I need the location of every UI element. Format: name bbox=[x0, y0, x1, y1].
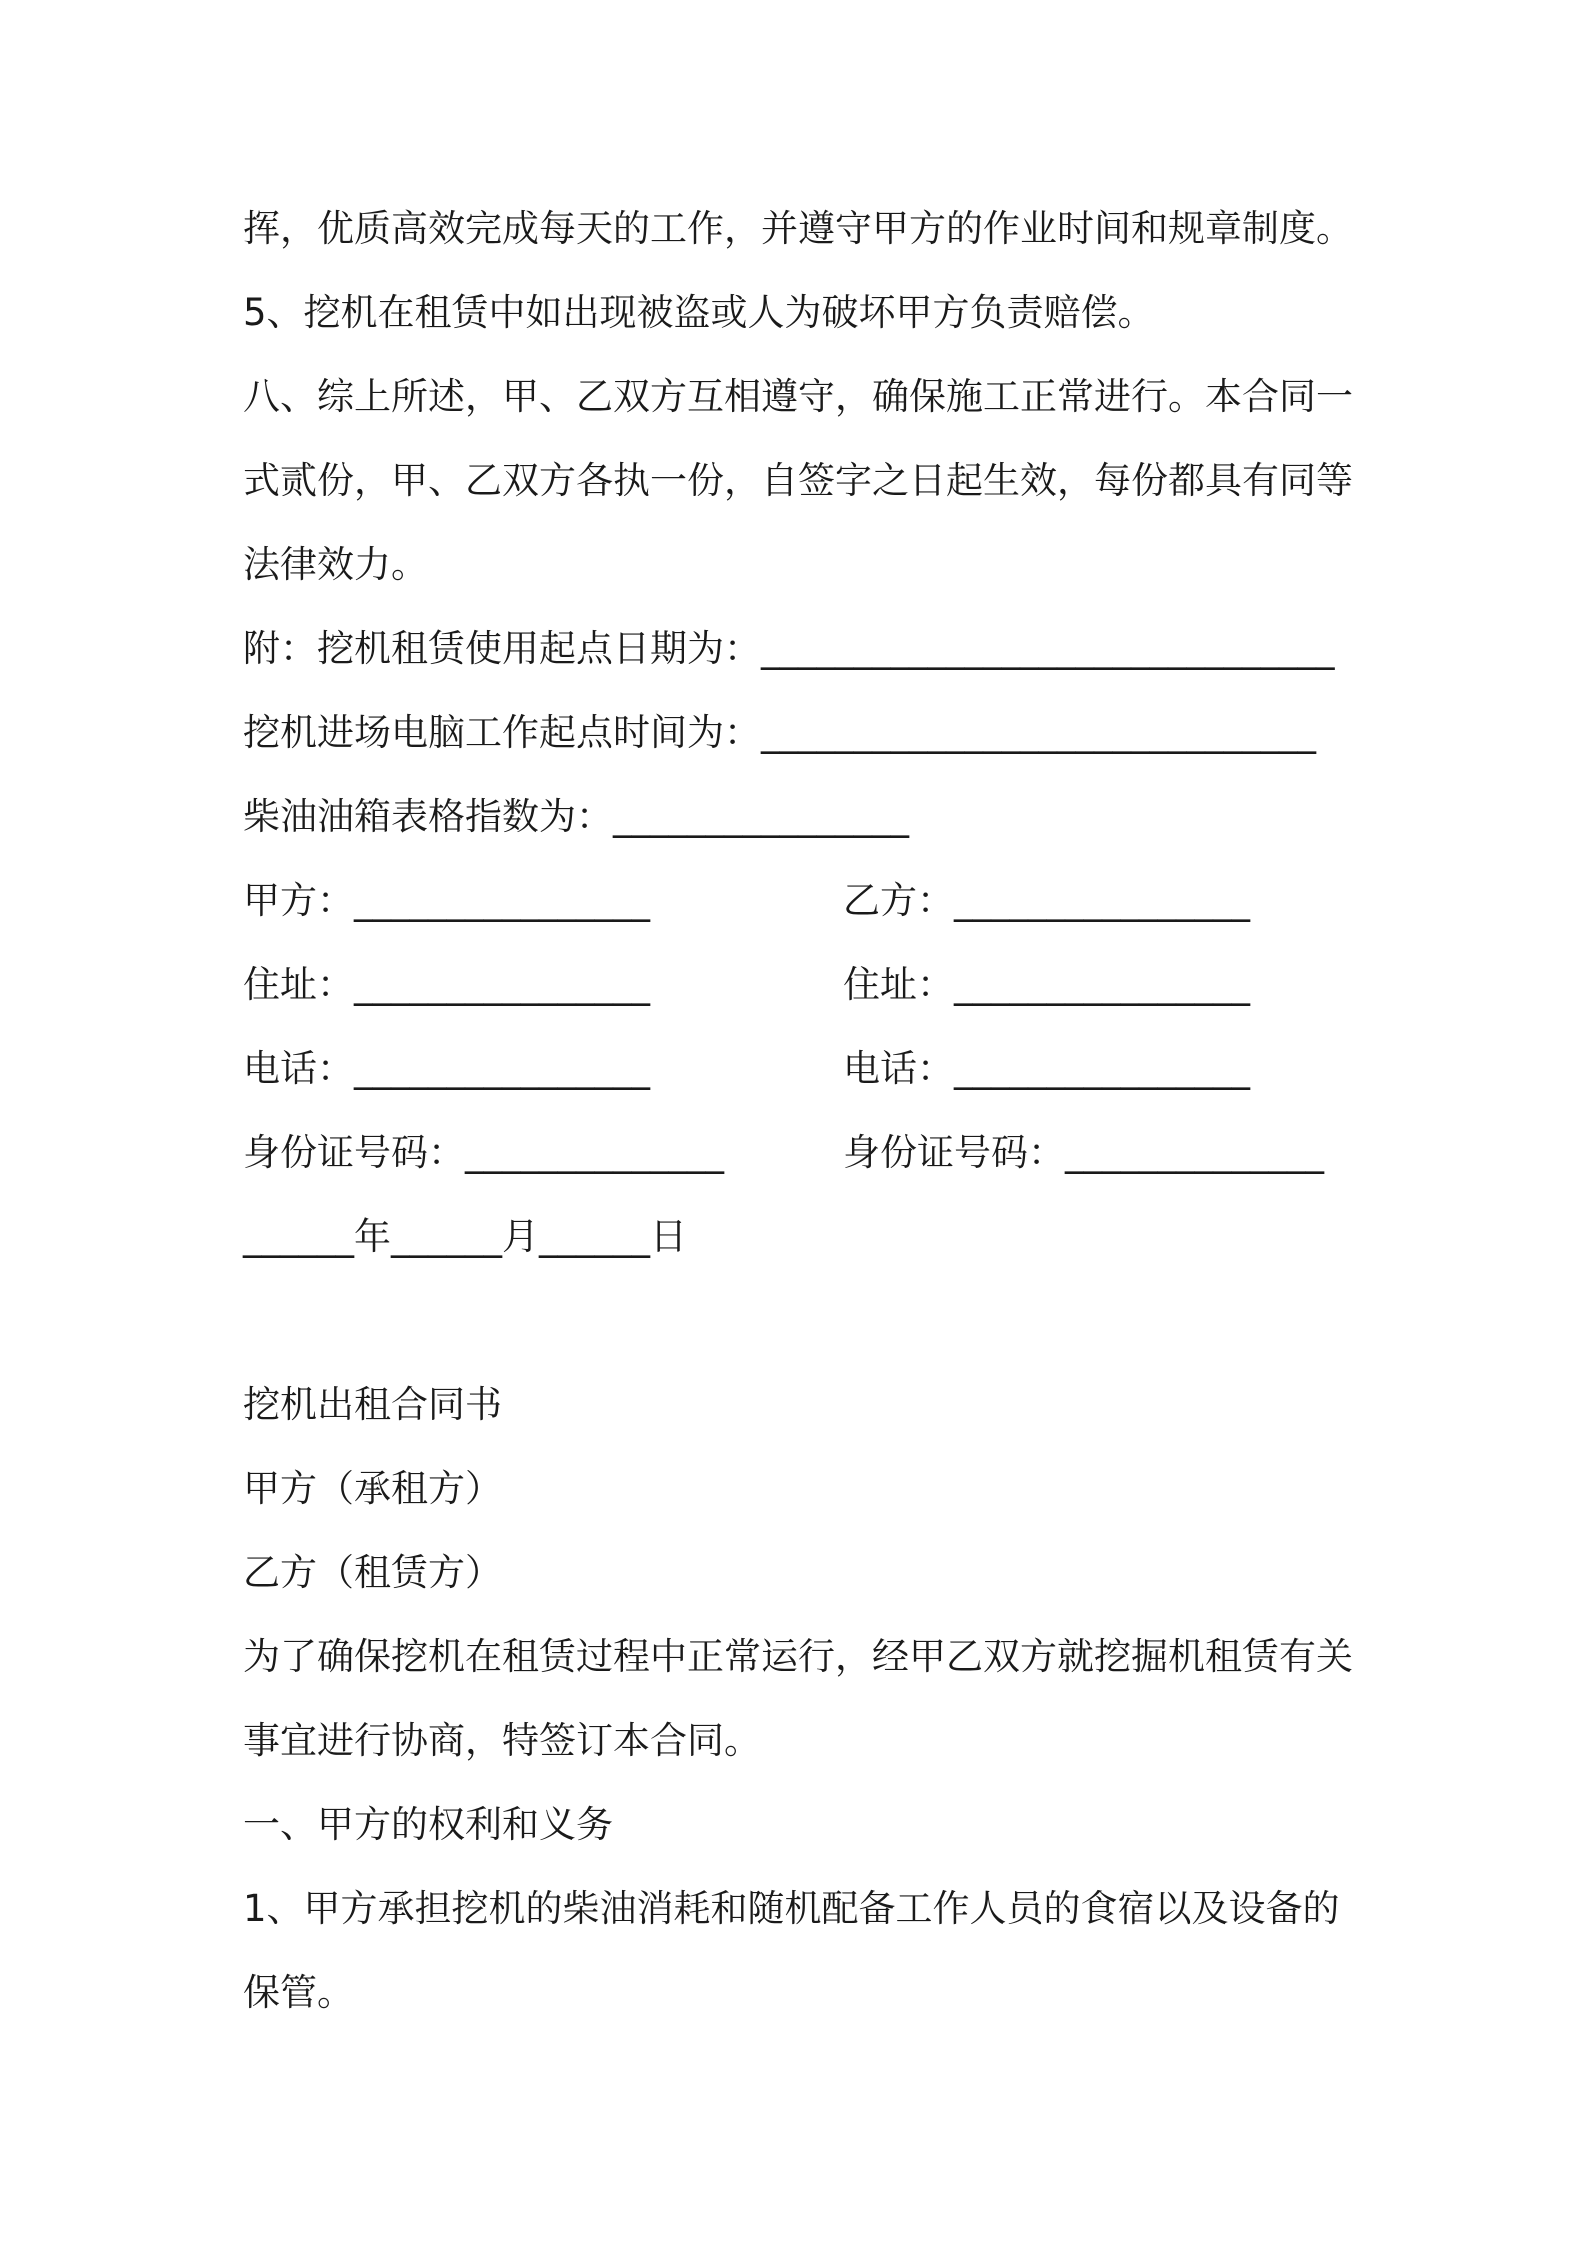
party-a-role: 甲方（承租方） bbox=[243, 1467, 502, 1510]
address-a: 住址：________________ bbox=[243, 963, 650, 1006]
item-5: 5、挖机在租赁中如出现被盗或人为破坏甲方负责赔偿。 bbox=[243, 291, 1155, 334]
attach-computer-time: 挖机进场电脑工作起点时间为：______________________________ bbox=[243, 711, 1316, 754]
party-b-signature: 乙方：________________ bbox=[843, 879, 1250, 922]
attach-diesel-index: 柴油油箱表格指数为：________________ bbox=[243, 795, 909, 838]
date-line: ______年______月______日 bbox=[243, 1215, 687, 1258]
section-8-line-2: 式贰份，甲、乙双方各执一份，自签字之日起生效，每份都具有同等 bbox=[243, 459, 1353, 502]
id-number-a: 身份证号码：______________ bbox=[243, 1131, 724, 1174]
section-8-line-1: 八、综上所述，甲、乙双方互相遵守，确保施工正常进行。本合同一 bbox=[243, 375, 1353, 418]
address-b: 住址：________________ bbox=[843, 963, 1250, 1006]
phone-b: 电话：________________ bbox=[843, 1047, 1250, 1090]
contract-title: 挖机出租合同书 bbox=[243, 1383, 502, 1426]
section-8-line-3: 法律效力。 bbox=[243, 543, 428, 586]
id-number-b: 身份证号码：______________ bbox=[843, 1131, 1324, 1174]
intro-line-1: 为了确保挖机在租赁过程中正常运行，经甲乙双方就挖掘机租赁有关 bbox=[243, 1635, 1353, 1678]
section-1-heading: 一、甲方的权利和义务 bbox=[243, 1803, 613, 1846]
party-b-role: 乙方（租赁方） bbox=[243, 1551, 502, 1594]
phone-a: 电话：________________ bbox=[243, 1047, 650, 1090]
party-a-signature: 甲方：________________ bbox=[243, 879, 650, 922]
intro-line-2: 事宜进行协商，特签订本合同。 bbox=[243, 1719, 761, 1762]
attach-start-date: 附：挖机租赁使用起点日期为：_______________________________ bbox=[243, 627, 1335, 670]
item-1-line-2: 保管。 bbox=[243, 1971, 354, 2014]
item-1-line-1: 1、甲方承担挖机的柴油消耗和随机配备工作人员的食宿以及设备的 bbox=[243, 1887, 1340, 1930]
paragraph-continued: 挥，优质高效完成每天的工作，并遵守甲方的作业时间和规章制度。 bbox=[243, 207, 1353, 250]
